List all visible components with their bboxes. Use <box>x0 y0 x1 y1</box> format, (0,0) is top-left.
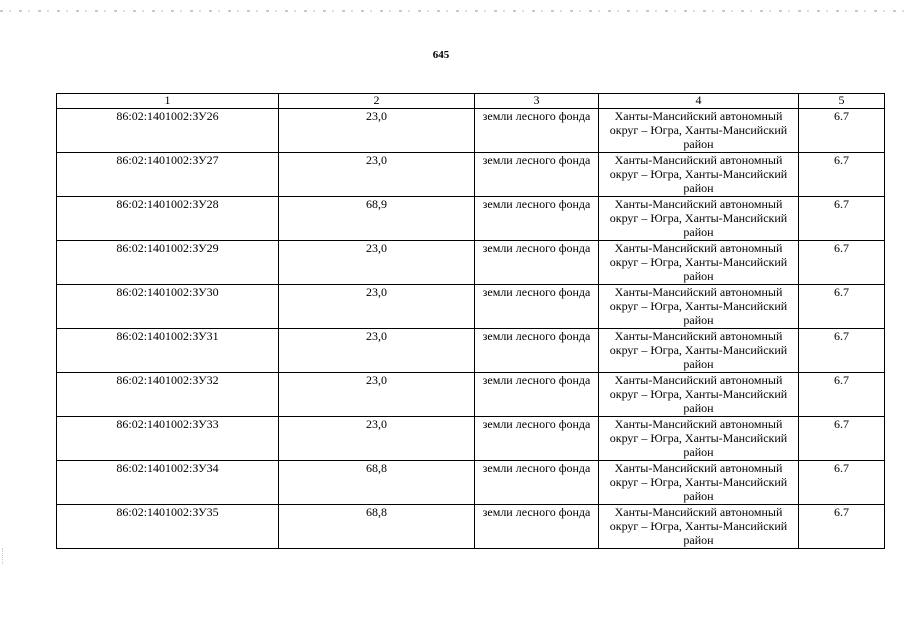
table-row <box>57 241 885 285</box>
area-cell: 23,0 <box>279 285 475 329</box>
table-row <box>57 153 885 197</box>
table-header-row <box>57 94 885 109</box>
table-row <box>57 461 885 505</box>
scan-artifact-left <box>2 548 13 564</box>
area-cell: 68,9 <box>279 197 475 241</box>
code-cell: 6.7 <box>799 285 885 329</box>
code-cell: 6.7 <box>799 417 885 461</box>
area-cell: 23,0 <box>279 373 475 417</box>
area-cell: 23,0 <box>279 241 475 285</box>
area-cell: 23,0 <box>279 109 475 153</box>
land-category-cell: земли лесного фонда <box>475 109 599 153</box>
code-cell: 6.7 <box>799 505 885 549</box>
location-cell: Ханты-Мансийский автономный округ – Югра, Ханты-Мансийский район <box>599 329 799 373</box>
cadastral-id-cell: 86:02:1401002:ЗУ26 <box>57 109 279 153</box>
location-cell: Ханты-Мансийский автономный округ – Югра, Ханты-Мансийский район <box>599 197 799 241</box>
code-cell: 6.7 <box>799 109 885 153</box>
land-category-cell: земли лесного фонда <box>475 241 599 285</box>
table-row <box>57 417 885 461</box>
area-cell: 68,8 <box>279 505 475 549</box>
cadastral-id-cell: 86:02:1401002:ЗУ32 <box>57 373 279 417</box>
code-cell: 6.7 <box>799 373 885 417</box>
location-cell: Ханты-Мансийский автономный округ – Югра, Ханты-Мансийский район <box>599 285 799 329</box>
location-cell: Ханты-Мансийский автономный округ – Югра, Ханты-Мансийский район <box>599 417 799 461</box>
area-cell: 23,0 <box>279 329 475 373</box>
area-cell: 23,0 <box>279 417 475 461</box>
land-category-cell: земли лесного фонда <box>475 461 599 505</box>
code-cell: 6.7 <box>799 329 885 373</box>
land-category-cell: земли лесного фонда <box>475 285 599 329</box>
column-header-1: 1 <box>57 94 279 109</box>
cadastral-id-cell: 86:02:1401002:ЗУ35 <box>57 505 279 549</box>
land-category-cell: земли лесного фонда <box>475 329 599 373</box>
table-row <box>57 329 885 373</box>
table-row <box>57 197 885 241</box>
column-header-4: 4 <box>599 94 799 109</box>
scan-artifact-top <box>0 10 905 12</box>
land-plot-table <box>56 93 885 549</box>
land-category-cell: земли лесного фонда <box>475 153 599 197</box>
table-body <box>57 109 885 549</box>
location-cell: Ханты-Мансийский автономный округ – Югра, Ханты-Мансийский район <box>599 241 799 285</box>
cadastral-id-cell: 86:02:1401002:ЗУ27 <box>57 153 279 197</box>
location-cell: Ханты-Мансийский автономный округ – Югра, Ханты-Мансийский район <box>599 153 799 197</box>
table-row <box>57 109 885 153</box>
location-cell: Ханты-Мансийский автономный округ – Югра, Ханты-Мансийский район <box>599 109 799 153</box>
location-cell: Ханты-Мансийский автономный округ – Югра, Ханты-Мансийский район <box>599 461 799 505</box>
code-cell: 6.7 <box>799 461 885 505</box>
cadastral-id-cell: 86:02:1401002:ЗУ31 <box>57 329 279 373</box>
table-row <box>57 285 885 329</box>
area-cell: 23,0 <box>279 153 475 197</box>
cadastral-id-cell: 86:02:1401002:ЗУ33 <box>57 417 279 461</box>
page-number: 645 <box>432 49 450 61</box>
code-cell: 6.7 <box>799 241 885 285</box>
cadastral-id-cell: 86:02:1401002:ЗУ28 <box>57 197 279 241</box>
column-header-2: 2 <box>279 94 475 109</box>
code-cell: 6.7 <box>799 197 885 241</box>
land-category-cell: земли лесного фонда <box>475 197 599 241</box>
land-category-cell: земли лесного фонда <box>475 373 599 417</box>
location-cell: Ханты-Мансийский автономный округ – Югра, Ханты-Мансийский район <box>599 373 799 417</box>
table-row <box>57 373 885 417</box>
cadastral-id-cell: 86:02:1401002:ЗУ29 <box>57 241 279 285</box>
land-category-cell: земли лесного фонда <box>475 417 599 461</box>
code-cell: 6.7 <box>799 153 885 197</box>
table-row <box>57 505 885 549</box>
column-header-3: 3 <box>475 94 599 109</box>
area-cell: 68,8 <box>279 461 475 505</box>
cadastral-id-cell: 86:02:1401002:ЗУ30 <box>57 285 279 329</box>
cadastral-id-cell: 86:02:1401002:ЗУ34 <box>57 461 279 505</box>
column-header-5: 5 <box>799 94 885 109</box>
location-cell: Ханты-Мансийский автономный округ – Югра, Ханты-Мансийский район <box>599 505 799 549</box>
land-category-cell: земли лесного фонда <box>475 505 599 549</box>
